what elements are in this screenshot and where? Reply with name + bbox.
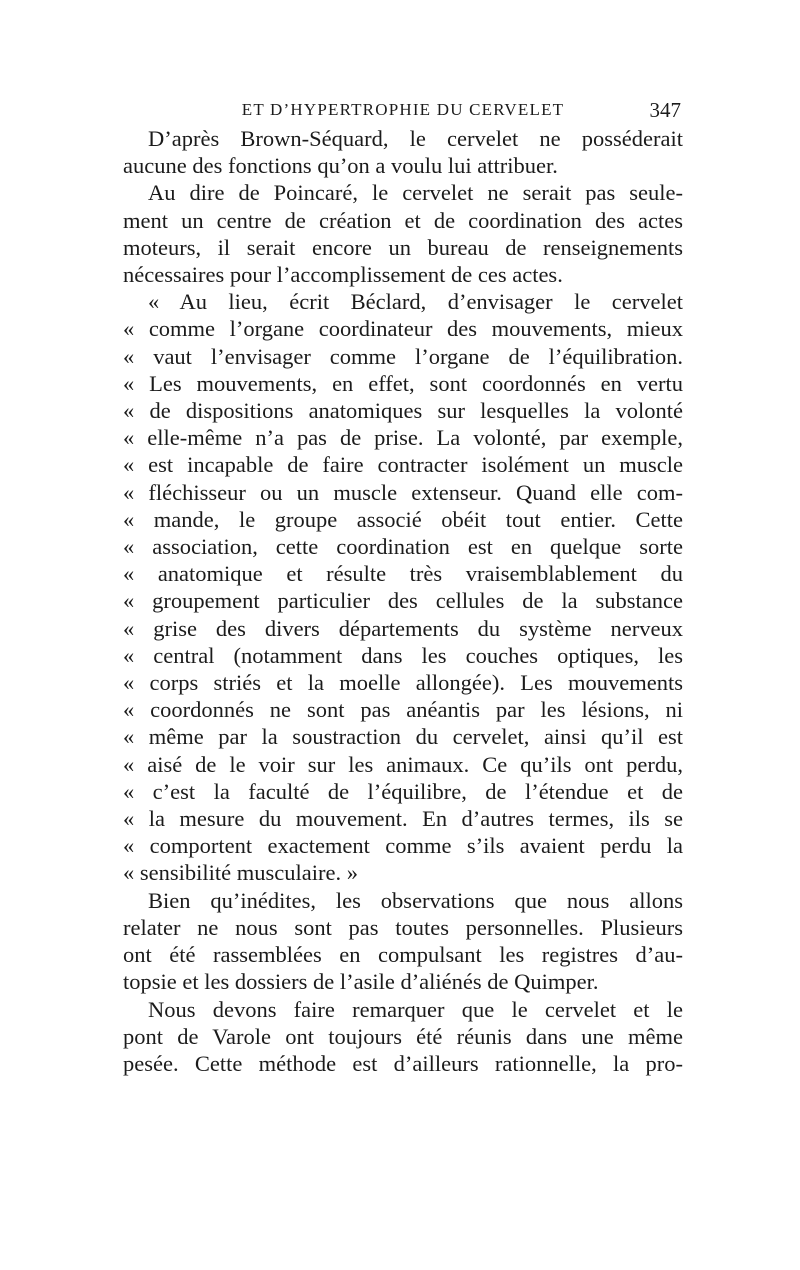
text-line: « Les mouvements, en effet, sont coordonnés en vertu bbox=[123, 370, 683, 396]
text-line: « est incapable de faire contracter isolément un muscle bbox=[123, 452, 683, 478]
text-line: Bien qu’inédites, les observations que nous allons bbox=[148, 887, 683, 913]
text-line: moteurs, il serait encore un bureau de renseignements bbox=[123, 234, 683, 260]
text-line: « corps striés et la moelle allongée). Les mouvements bbox=[123, 670, 683, 696]
text-line: ment un centre de création et de coordination des actes bbox=[123, 207, 683, 233]
text-line: « aisé de le voir sur les animaux. Ce qu’ils ont perdu, bbox=[123, 751, 683, 777]
text-line: « de dispositions anatomiques sur lesquelles la volonté bbox=[123, 398, 683, 424]
text-line: ont été rassemblées en compulsant les registres d’au- bbox=[123, 942, 683, 968]
text-line: topsie et les dossiers de l’asile d’aliénés de Quimper. bbox=[123, 969, 599, 995]
running-title: ET D’HYPERTROPHIE DU CERVELET bbox=[241, 100, 565, 119]
text-line: « comportent exactement comme s’ils avaient perdu la bbox=[123, 833, 683, 859]
text-line: « groupement particulier des cellules de la substance bbox=[123, 588, 683, 614]
text-line: « comme l’organe coordinateur des mouvements, mieux bbox=[123, 316, 683, 342]
text-line: « grise des divers départements du système nerveux bbox=[123, 615, 683, 641]
text-line: Au dire de Poincaré, le cervelet ne serait pas seule- bbox=[148, 180, 683, 206]
text-line: « association, cette coordination est en quelque sorte bbox=[123, 534, 683, 560]
text-line: « coordonnés ne sont pas anéantis par les lésions, ni bbox=[123, 697, 683, 723]
page-number: 347 bbox=[649, 98, 681, 122]
body-text bbox=[123, 125, 683, 1077]
text-line: « elle-même n’a pas de prise. La volonté, par exemple, bbox=[123, 425, 683, 451]
text-line: aucune des fonctions qu’on a voulu lui attribuer. bbox=[123, 153, 558, 179]
text-line: pont de Varole ont toujours été réunis dans une même bbox=[123, 1023, 683, 1049]
text-line: « anatomique et résulte très vraisemblablement du bbox=[123, 561, 683, 587]
text-line: D’après Brown-Séquard, le cervelet ne posséderait bbox=[148, 126, 683, 151]
text-line: « Au lieu, écrit Béclard, d’envisager le cervelet bbox=[148, 289, 683, 315]
text-line: « c’est la faculté de l’équilibre, de l’étendue et de bbox=[123, 778, 683, 804]
text-line: pesée. Cette méthode est d’ailleurs rationnelle, la pro- bbox=[123, 1050, 683, 1076]
text-line: Nous devons faire remarquer que le cervelet et le bbox=[148, 996, 683, 1022]
text-line: « sensibilité musculaire. » bbox=[123, 860, 358, 886]
text-line: « mande, le groupe associé obéit tout entier. Cette bbox=[123, 506, 683, 532]
text-line: « vaut l’envisager comme l’organe de l’équilibration. bbox=[123, 343, 683, 369]
text-line: « même par la soustraction du cervelet, ainsi qu’il est bbox=[123, 724, 683, 750]
text-line: relater ne nous sont pas toutes personnelles. Plusieurs bbox=[123, 914, 683, 940]
text-line: « central (notamment dans les couches optiques, les bbox=[123, 642, 683, 668]
text-line: « fléchisseur ou un muscle extenseur. Quand elle com- bbox=[123, 479, 683, 505]
text-line: « la mesure du mouvement. En d’autres termes, ils se bbox=[123, 806, 683, 832]
text-line: nécessaires pour l’accomplissement de ces actes. bbox=[123, 262, 563, 288]
